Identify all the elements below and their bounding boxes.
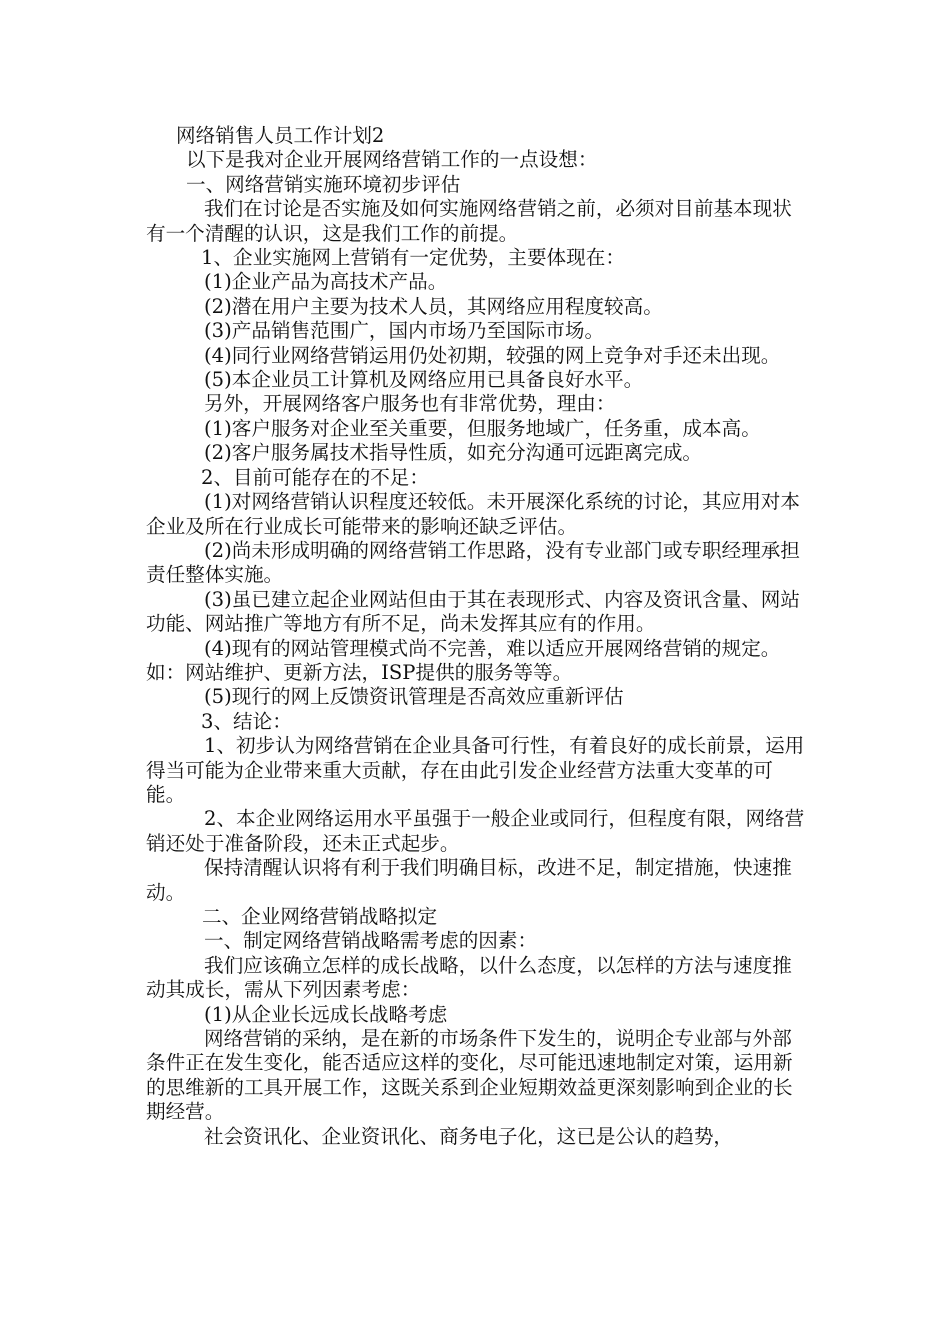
- list-item: (4)同行业网络营销运用仍处初期，较强的网上竞争对手还未出现。: [204, 343, 781, 367]
- document-title: 网络销售人员工作计划2: [176, 124, 385, 147]
- document-page: [146, 124, 806, 1149]
- subsection-heading: 2、目前可能存在的不足：: [201, 465, 429, 489]
- paragraph: 社会资讯化、企业资讯化、商务电子化，这已是公认的趋势，: [204, 1124, 734, 1148]
- list-item: (5)本企业员工计算机及网络应用已具备良好水平。: [204, 368, 644, 392]
- section-heading: 一、网络营销实施环境初步评估: [186, 172, 461, 196]
- list-item: (2)尚未形成明确的网络营销工作思路，没有专业部门或专职经理承担责任整体实施。: [146, 538, 800, 587]
- list-item: 1、初步认为网络营销在企业具备可行性，有着良好的成长前景，运用得当可能为企业带来重大贡献，存在由此引发企业经营方法重大变革的可能。: [146, 734, 805, 806]
- paragraph: 我们在讨论是否实施及如何实施网络营销之前，必须对目前基本现状有一个清醒的认识，这是我们工作的前提。: [146, 197, 792, 245]
- subsection-heading: 1、企业实施网上营销有一定优势，主要体现在：: [201, 246, 625, 270]
- list-item: (3)产品销售范围广，国内市场乃至国际市场。: [204, 319, 605, 343]
- paragraph: 网络营销的采纳，是在新的市场条件下发生的，说明企专业部与外部条件正在发生变化，能否适应这样的变化，尽可能迅速地制定对策，运用新的思维新的工具开展工作，这既关系到企业短期效益更深刻影响到企业的长期经营。: [146, 1027, 793, 1124]
- list-item: (1)对网络营销认识程度还较低。未开展深化系统的讨论，其应用对本企业及所在行业成长可能带来的影响还缺乏评估。: [146, 490, 800, 538]
- paragraph: 保持清醒认识将有利于我们明确目标，改进不足，制定措施，快速推动。: [146, 856, 792, 904]
- paragraph: 以下是我对企业开展网络营销工作的一点设想：: [186, 148, 598, 172]
- list-item: 2、本企业网络运用水平虽强于一般企业或同行，但程度有限，网络营销还处于准备阶段，还未正式起步。: [146, 807, 805, 855]
- section-heading: 二、企业网络营销战略拟定: [202, 905, 438, 928]
- list-item: (1)企业产品为高技术产品。: [204, 270, 448, 294]
- paragraph: 另外，开展网络客户服务也有非常优势，理由：: [204, 392, 616, 416]
- list-item: (2)潜在用户主要为技术人员，其网络应用程度较高。: [204, 294, 663, 318]
- subsection-heading: 一、制定网络营销战略需考虑的因素：: [204, 929, 538, 953]
- list-item: (5)现行的网上反馈资讯管理是否高效应重新评估: [204, 685, 624, 709]
- list-item: (1)客户服务对企业至关重要，但服务地域广，任务重，成本高。: [204, 416, 761, 440]
- list-item: (1)从企业长远成长战略考虑: [204, 1002, 448, 1026]
- list-item: (4)现有的网站管理模式尚不完善，难以适应开展网络营销的规定。如：网站维护、更新方法，ISP提供的服务等等。: [146, 636, 781, 684]
- subsection-heading: 3、结论：: [201, 709, 292, 733]
- list-item: (2)客户服务属技术指导性质，如充分沟通可远距离完成。: [204, 441, 703, 465]
- list-item: (3)虽已建立起企业网站但由于其在表现形式、内容及资讯含量、网站功能、网站推广等地方有所不足，尚未发挥其应有的作用。: [146, 587, 800, 636]
- paragraph: 我们应该确立怎样的成长战略，以什么态度，以怎样的方法与速度推动其成长，需从下列因素考虑：: [146, 953, 792, 1002]
